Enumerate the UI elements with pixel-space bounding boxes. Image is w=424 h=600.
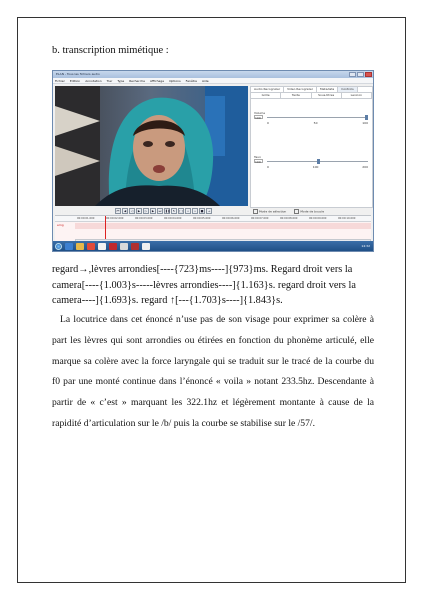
- tick-label: 200: [362, 165, 368, 169]
- menu-item[interactable]: Options: [169, 79, 181, 83]
- elan-icon[interactable]: [131, 243, 139, 250]
- window-icon[interactable]: [120, 243, 128, 250]
- ruler-time: 00:00:06.000: [222, 217, 240, 220]
- annotation-timeline[interactable]: [55, 215, 371, 244]
- skip-icon[interactable]: →: [207, 209, 211, 213]
- mimetic-transcription: regard→,lèvres arrondies[----{723}ms----]{973}ms. Regard droit vers la camera[----{1.003}s-----lèvres arrondies----]{1.163}s. regard droit vers la camera----]{1.693}s. regard ↑[---{1.703}s----]{1.843}s.: [52, 264, 356, 306]
- menu-item[interactable]: Recherche: [129, 79, 145, 83]
- play-icon[interactable]: ▶: [137, 209, 141, 213]
- selection-mode-option[interactable]: [253, 209, 286, 214]
- volume-slider-group: [254, 111, 370, 125]
- menu-item[interactable]: Affichage: [149, 79, 165, 83]
- menu-bar: [53, 78, 373, 84]
- ie-icon[interactable]: [65, 243, 73, 250]
- panel-tabs-secondary: [251, 93, 372, 99]
- step-forward-icon[interactable]: ▷: [144, 209, 148, 213]
- rate-thumb[interactable]: [317, 159, 320, 164]
- checkbox-icon[interactable]: [253, 209, 258, 214]
- tick-label: 0: [267, 165, 269, 169]
- tab-subtitles[interactable]: Sous-titres: [312, 93, 342, 98]
- rate-input[interactable]: 100: [254, 159, 263, 163]
- ruler-time: 00:00:03.000: [135, 217, 153, 220]
- volume-input[interactable]: 100: [254, 115, 263, 119]
- loop-mode-label: Mode de boucle: [300, 209, 325, 214]
- loop-mode-option[interactable]: [294, 209, 324, 214]
- tab-lexicon[interactable]: Lexicon: [342, 93, 372, 98]
- tray-clock: 14:32: [361, 244, 370, 248]
- tick-label: 100: [312, 165, 319, 169]
- pause-icon[interactable]: ❚❚: [165, 209, 171, 213]
- maximize-icon[interactable]: [357, 72, 364, 77]
- windows-taskbar: [53, 241, 373, 251]
- tier-annotation-band[interactable]: [75, 223, 371, 229]
- tick-label: 0: [267, 121, 269, 125]
- selection-icon[interactable]: [ ]: [179, 209, 183, 213]
- document-icon[interactable]: [142, 243, 150, 250]
- playback-controls: [115, 208, 212, 214]
- next-frame-icon[interactable]: ▶: [151, 209, 155, 213]
- tick-label: 50: [313, 121, 318, 125]
- previous-frame-icon[interactable]: ◀: [123, 209, 127, 213]
- analysis-paragraph: La locutrice dans cet énoncé n’use pas de son visage pour exprimer sa colère à part les lèvres qui sont arrondies ou étirées en fonction du phonème articulé, elle marque sa colère avec la force laryngale qui se traduit sur le tracé de la courbe du f0 par une monté continue dans l’énoncé « voila » notant 233.5hz. Descendante à partir de « c’est » marquant les 322.1hz et légèrement montante à cause de la rapidité d’articulation sur le /b/ puis la courbe se stabilise sur le /57/.: [52, 314, 374, 429]
- window-controls: [349, 72, 372, 77]
- ruler-time: 00:00:01.000: [77, 217, 95, 220]
- ruler-time: 00:00:08.000: [280, 217, 298, 220]
- chrome-icon[interactable]: [87, 243, 95, 250]
- rate-slider-group: [254, 155, 370, 169]
- menu-item[interactable]: Type: [117, 79, 125, 83]
- close-icon[interactable]: [365, 72, 372, 77]
- app-icon[interactable]: [98, 243, 106, 250]
- tab-metadata[interactable]: Metadata: [317, 87, 338, 92]
- loop-icon[interactable]: ↻: [172, 209, 176, 213]
- tab-text[interactable]: Texte: [281, 93, 311, 98]
- time-ruler: [55, 216, 371, 222]
- folder-icon[interactable]: [76, 243, 84, 250]
- previous-annotation-icon[interactable]: «: [185, 208, 191, 214]
- volume-thumb[interactable]: [365, 115, 368, 120]
- video-frame[interactable]: [55, 86, 248, 206]
- tier-label[interactable]: emg: [57, 223, 64, 227]
- minimize-icon[interactable]: [349, 72, 356, 77]
- window-title: ELAN - Tous les fichiers audio: [53, 71, 373, 78]
- speaker-video-image: [55, 86, 248, 206]
- tab-audio-recognizer[interactable]: Audio Recognizer: [251, 87, 284, 92]
- section-heading: b. transcription mimétique :: [52, 45, 169, 56]
- ruler-time: 00:00:04.000: [164, 217, 182, 220]
- ruler-time: 00:00:07.000: [251, 217, 269, 220]
- menu-item[interactable]: Tier: [106, 79, 113, 83]
- menu-item[interactable]: Fichier: [55, 79, 65, 83]
- volume-label: Volume: [254, 111, 266, 115]
- menu-item[interactable]: Aide: [201, 79, 209, 83]
- volume-track[interactable]: [267, 117, 368, 118]
- controls-panel: [250, 86, 373, 208]
- ruler-time: 00:00:10.000: [338, 217, 356, 220]
- ruler-time: 00:00:09.000: [309, 217, 327, 220]
- tab-controls[interactable]: Controls: [338, 87, 357, 92]
- go-to-end-icon[interactable]: ⏭: [158, 209, 162, 213]
- elan-screenshot: [52, 70, 374, 252]
- checkbox-icon[interactable]: [294, 209, 299, 214]
- menu-item[interactable]: Edition: [69, 79, 81, 83]
- menu-item[interactable]: Fenêtre: [185, 79, 197, 83]
- tab-grid[interactable]: Grille: [251, 93, 281, 98]
- tab-video-recognizer[interactable]: Video Recognizer: [284, 87, 317, 92]
- mode-options: [253, 209, 324, 214]
- stop-icon[interactable]: ■: [200, 209, 204, 213]
- ruler-time: 00:00:02.000: [106, 217, 124, 220]
- next-annotation-icon[interactable]: »: [192, 208, 198, 214]
- ruler-time: 00:00:05.000: [193, 217, 211, 220]
- tick-label: 100: [362, 121, 368, 125]
- selection-mode-label: Mode de sélection: [259, 209, 287, 214]
- step-back-icon[interactable]: ◁: [130, 209, 134, 213]
- menu-item[interactable]: Annotation: [85, 79, 102, 83]
- rate-label: Taux: [254, 155, 261, 159]
- acrobat-icon[interactable]: [109, 243, 117, 250]
- start-button-icon[interactable]: [55, 243, 62, 250]
- go-to-start-icon[interactable]: ⏮: [116, 209, 120, 213]
